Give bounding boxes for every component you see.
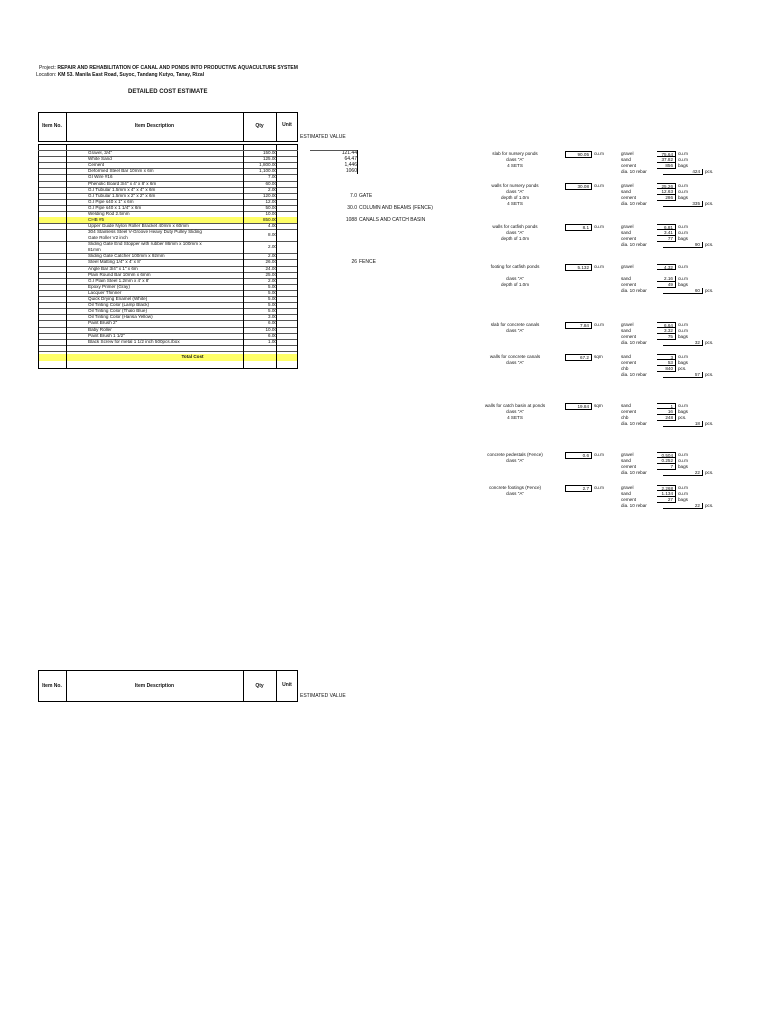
calc-volume: 19.84: [565, 403, 592, 410]
material-name: sand: [621, 403, 631, 408]
location-line: [36, 72, 204, 78]
material-unit: bags: [678, 163, 688, 168]
estimated-value: 30.0: [347, 204, 357, 211]
calc-volume: 7.84: [565, 322, 592, 329]
calc-unit: cu.m: [594, 485, 604, 490]
project-line: [39, 65, 298, 71]
calc-line: class "A": [505, 157, 525, 162]
material-qty: 1.134: [657, 491, 676, 497]
material-qty: 12.63: [657, 189, 676, 195]
material-qty: 90: [663, 242, 703, 248]
item-qty: 5.00: [268, 289, 277, 295]
material-unit: bags: [678, 282, 688, 287]
item-description: Upper Guide Nylon Roller Bracket 40mm x 60mm: [88, 223, 189, 229]
item-qty: 5.00: [268, 283, 277, 289]
material-qty: 32: [663, 340, 703, 346]
item-qty: 150.00: [262, 150, 277, 155]
material-qty: 840: [657, 366, 676, 372]
col-description: Item Description: [134, 123, 175, 129]
material-qty: 4.32: [657, 264, 676, 270]
row-divider: [38, 150, 298, 151]
item-description: CHB #5: [88, 217, 105, 223]
material-name: sand: [621, 230, 631, 235]
calc-line: walls for concrete canals: [489, 354, 541, 359]
material-unit: cu.m: [678, 157, 688, 162]
material-name: dia. 10 rebar: [621, 372, 647, 377]
material-name: cement: [621, 195, 637, 200]
material-name: cement: [621, 464, 637, 469]
estimated-value: 64.47: [344, 156, 357, 163]
item-qty: 25.00: [265, 271, 277, 277]
material-qty: 0.504: [657, 452, 676, 458]
estimated-value-label: ESTIMATED VALUE: [300, 693, 346, 699]
material-unit: pcs.: [705, 242, 714, 247]
item-description-cont: 81mm: [88, 247, 101, 253]
material-qty: 18: [663, 421, 703, 427]
item-description: G.I Pipe s40 x 1" x 6m: [88, 198, 134, 204]
material-name: gravel: [621, 452, 634, 457]
material-name: gravel: [621, 322, 634, 327]
item-qty: 125.00: [262, 156, 277, 162]
material-unit: cu.m: [678, 458, 688, 463]
item-description: White Sand: [88, 156, 112, 162]
material-unit: pcs.: [678, 415, 687, 420]
calc-line: class "A": [505, 276, 525, 281]
item-qty: 4.00: [268, 223, 277, 229]
calc-volume: 2.7: [565, 485, 592, 492]
calc-line: class "A": [505, 360, 525, 365]
material-qty: 77: [657, 236, 676, 242]
col-qty: Qty: [255, 123, 264, 129]
item-description: Phenolic Board 3/4" x 4' x 8' x 6m: [88, 180, 157, 186]
material-unit: pcs.: [705, 470, 714, 475]
material-unit: cu.m: [678, 354, 688, 359]
item-description: Black Screw for metal 1 1/2 inch 500pcs./box: [88, 338, 180, 344]
item-description: Sliding Gate Catcher 100mm x 92mm: [88, 253, 165, 259]
material-name: sand: [621, 354, 631, 359]
calc-line: walls for catfish ponds: [492, 224, 538, 229]
item-description: Gravel, 3/4": [88, 150, 113, 155]
calc-volume: 67.2: [565, 354, 592, 361]
estimated-value: 121.44: [341, 150, 357, 156]
material-name: gravel: [621, 183, 634, 188]
column-divider: [66, 144, 67, 369]
item-qty: 1.00: [268, 338, 277, 344]
material-qty: 424: [663, 169, 703, 175]
material-name: sand: [621, 276, 631, 281]
material-qty: 1: [657, 403, 676, 409]
item-qty: 2.00: [268, 186, 277, 192]
item-qty: 6.00: [268, 320, 277, 326]
material-name: gravel: [621, 485, 634, 490]
material-qty: 335: [663, 201, 703, 207]
total-label: Total Cost: [181, 353, 204, 359]
item-qty: 10.00: [265, 211, 277, 216]
material-qty: 2.268: [657, 485, 676, 491]
item-qty: 26.00: [265, 259, 277, 265]
calc-line: 4 SETS: [507, 415, 523, 420]
item-qty: 6.00: [268, 332, 277, 338]
item-qty: 2.00: [268, 277, 277, 283]
col-unit: Unit: [282, 682, 292, 688]
material-name: dia. 10 rebar: [621, 421, 647, 426]
material-qty: 6.64: [657, 322, 676, 328]
material-name: dia. 10 rebar: [621, 201, 647, 206]
material-name: cement: [621, 409, 637, 414]
item-description: Paint Brush 1 1/2": [88, 332, 125, 338]
material-qty: 856: [657, 163, 676, 169]
calc-line: class "A": [505, 409, 525, 414]
item-description: GI Wire #16: [88, 174, 113, 180]
material-qty: 7: [657, 464, 676, 470]
item-qty: 7.00: [268, 174, 277, 180]
estimated-value: 1060: [345, 168, 357, 175]
item-qty: 10.00: [265, 326, 277, 332]
calc-unit: cu.m: [594, 264, 604, 269]
calc-line: 4 SETS: [507, 163, 523, 168]
item-description: Epoxy Primer (Gray): [88, 283, 130, 289]
page-title: DETAILED COST ESTIMATE: [128, 89, 208, 95]
material-unit: pcs.: [705, 372, 714, 377]
item-qty: 5.00: [268, 296, 277, 301]
material-qty: 57: [663, 372, 703, 378]
estimated-value-note: FENCE: [359, 259, 376, 266]
calc-volume: 8.1: [565, 224, 592, 231]
material-name: dia. 10 rebar: [621, 288, 647, 293]
material-name: gravel: [621, 224, 634, 229]
material-unit: bags: [678, 334, 688, 339]
material-qty: 27: [657, 497, 676, 503]
project-label: Project:: [39, 65, 56, 71]
item-description: Oil Tinting Color (Hansa Yellow): [88, 314, 153, 320]
material-name: cement: [621, 360, 637, 365]
material-unit: cu.m: [678, 491, 688, 496]
calc-line: depth of 1.0m: [500, 236, 530, 241]
calc-line: class "A": [505, 328, 525, 333]
item-description: G.I Pipe s40 x 1 1/4" x 6m: [88, 204, 142, 210]
calc-unit: cu.m: [594, 183, 604, 188]
column-divider: [276, 144, 277, 369]
calc-line: class "A": [505, 189, 525, 194]
material-unit: bags: [678, 360, 688, 365]
item-description: Steel Matting 1/4" x 4' x 8': [88, 259, 141, 265]
material-qty: 3: [657, 354, 676, 360]
item-qty: 2.00: [268, 253, 277, 259]
estimated-value: 1,446: [344, 162, 357, 169]
location-label: Location:: [36, 72, 57, 78]
material-name: gravel: [621, 264, 634, 269]
material-name: dia. 10 rebar: [621, 470, 647, 475]
estimated-value-note: GATE: [359, 192, 373, 199]
item-qty: 3.00: [268, 314, 277, 320]
material-qty: 49: [657, 282, 676, 288]
material-unit: bags: [678, 497, 688, 502]
item-description: Oil Tinting Color (Thalo Blue): [88, 308, 147, 314]
col-description: Item Description: [134, 683, 175, 689]
material-qty: 248: [657, 415, 676, 421]
material-unit: cu.m: [678, 403, 688, 408]
material-unit: cu.m: [678, 183, 688, 188]
material-unit: pcs.: [705, 421, 714, 426]
material-qty: 3.32: [657, 328, 676, 334]
item-qty: 8.00: [268, 232, 277, 238]
calc-unit: cu.m: [594, 224, 604, 229]
item-description: Deformed Steel Bar 10mm x 6m: [88, 168, 154, 174]
material-unit: bags: [678, 195, 688, 200]
item-description: Quick Drying Enamel (White): [88, 296, 148, 301]
material-name: sand: [621, 328, 631, 333]
material-name: sand: [621, 157, 631, 162]
estimated-value-label: ESTIMATED VALUE: [300, 134, 346, 140]
material-qty: 37.82: [657, 157, 676, 163]
calc-line: class "A": [505, 230, 525, 235]
material-unit: bags: [678, 464, 688, 469]
col-unit: Unit: [282, 122, 292, 128]
calc-volume: 5.132: [565, 264, 592, 271]
calc-line: depth of 1.0m: [500, 195, 530, 200]
col-qty: Qty: [255, 683, 264, 689]
calc-line: slab for nursery ponds: [492, 151, 538, 156]
item-description-cont: Gate Roller V2 inch: [88, 235, 128, 241]
item-qty: 5.00: [268, 308, 277, 314]
value-border: [310, 150, 357, 151]
material-name: cement: [621, 282, 637, 287]
material-unit: pcs.: [705, 288, 714, 293]
material-qty: 22: [663, 470, 703, 476]
material-name: sand: [621, 189, 631, 194]
material-qty: 6.81: [657, 224, 676, 230]
material-name: cement: [621, 497, 637, 502]
calc-line: walls for catch basin at ponds: [484, 403, 546, 408]
item-description: Plain Round Bar 10mm x 6mm: [88, 271, 151, 277]
item-qty: 60.00: [265, 180, 277, 186]
item-description: G.I Tubular 1.5mm x 2" x 2" x 6m: [88, 192, 156, 198]
item-description: Oil Tinting Color (Lamp Black): [88, 302, 150, 308]
material-name: dia. 10 rebar: [621, 169, 647, 174]
calc-volume: 0.6: [565, 452, 592, 459]
material-unit: cu.m: [678, 230, 688, 235]
material-unit: cu.m: [678, 151, 688, 156]
calc-line: concrete footings (Fence): [488, 485, 542, 490]
material-name: chb: [621, 415, 629, 420]
material-unit: cu.m: [678, 264, 688, 269]
item-description: Paint Brush 2": [88, 320, 118, 326]
item-qty: 1,100.00: [259, 168, 277, 174]
item-qty: 120.00: [262, 192, 277, 198]
item-qty: 2.00: [268, 244, 277, 250]
calc-unit: cu.m: [594, 322, 604, 327]
material-unit: bags: [678, 409, 688, 414]
estimated-value: 26: [351, 259, 357, 266]
material-name: cement: [621, 163, 637, 168]
material-unit: bags: [678, 236, 688, 241]
col-item-no: Item No.: [42, 123, 62, 129]
item-qty: 850.00: [262, 217, 277, 223]
calc-line: walls for nursery ponds: [491, 183, 539, 188]
material-qty: 3.41: [657, 230, 676, 236]
calc-line: 4 SETS: [507, 201, 523, 206]
material-name: sand: [621, 458, 631, 463]
project-value: REPAIR AND REHABILITATION OF CANAL AND PONDS INTO PRODUCTIVE AQUACULTURE SYSTEM: [57, 65, 298, 71]
material-unit: cu.m: [678, 322, 688, 327]
column-divider: [243, 144, 244, 369]
material-name: cement: [621, 334, 637, 339]
calc-unit: sqm: [594, 354, 603, 359]
material-unit: cu.m: [678, 189, 688, 194]
material-unit: cu.m: [678, 224, 688, 229]
material-unit: cu.m: [678, 328, 688, 333]
material-unit: pcs.: [678, 366, 687, 371]
calc-line: class "A": [505, 458, 525, 463]
material-qty: 53: [657, 360, 676, 366]
calc-volume: 90.05: [565, 151, 592, 158]
item-description: Angle Bar 3/4" x 1" x 6m: [88, 265, 138, 271]
item-description: Baby Roller: [88, 326, 112, 332]
calc-line: footing for catfish ponds: [490, 264, 540, 269]
calc-line: depth of 1.0m: [500, 282, 530, 287]
material-qty: 60: [663, 288, 703, 294]
calc-volume: 30.08: [565, 183, 592, 190]
estimated-value: 7.0: [350, 192, 357, 199]
item-qty: 50.00: [265, 204, 277, 210]
material-unit: pcs.: [705, 169, 714, 174]
item-description: G.I Plain Steel 1.2mm x 4' x 8': [88, 277, 150, 283]
material-name: gravel: [621, 151, 634, 156]
item-qty: 24.00: [265, 265, 277, 271]
material-name: sand: [621, 491, 631, 496]
material-name: dia. 10 rebar: [621, 503, 647, 508]
material-qty: 25.26: [657, 183, 676, 189]
calc-unit: cu.m: [594, 151, 604, 156]
material-qty: 2.16: [657, 276, 676, 282]
material-name: chb: [621, 366, 629, 371]
material-unit: cu.m: [678, 452, 688, 457]
item-qty: 12.00: [265, 198, 277, 204]
estimated-value: 1088: [345, 217, 357, 224]
material-qty: 286: [657, 195, 676, 201]
item-description: G.I Tubular 1.5mm x 4" x 4" x 6m: [88, 186, 156, 192]
calc-unit: cu.m: [594, 452, 604, 457]
material-unit: pcs.: [705, 340, 714, 345]
item-description: 304 Stainless Steel V-Groove Heavy Duty Pulley Sliding: [88, 229, 202, 235]
material-unit: cu.m: [678, 485, 688, 490]
material-qty: 0.252: [657, 458, 676, 464]
item-qty: 5.00: [268, 302, 277, 308]
material-qty: 22: [663, 503, 703, 509]
item-description: Cement: [88, 162, 105, 168]
calc-line: concrete pedestals (Fence): [487, 452, 543, 457]
item-description: Sliding Gate End Stopper with rubber 86mm x 100mm x: [88, 241, 202, 247]
item-description: Lacquer Thinner: [88, 289, 122, 295]
estimated-value-note: CANALS AND CATCH BASIN: [359, 217, 426, 224]
estimated-value-note: COLUMN AND BEAMS (FENCE): [359, 204, 433, 211]
table-body-box: [38, 144, 298, 369]
calc-line: class "A": [505, 491, 525, 496]
col-item-no: Item No.: [42, 683, 62, 689]
item-qty: 1,800.00: [259, 162, 277, 168]
item-description: Welding Rod 2.5mm: [88, 211, 130, 216]
material-name: dia. 10 rebar: [621, 340, 647, 345]
material-unit: pcs.: [705, 201, 714, 206]
material-unit: cu.m: [678, 276, 688, 281]
value-border: [357, 150, 358, 174]
material-name: dia. 10 rebar: [621, 242, 647, 247]
location-value: KM 53. Manila East Road, Suyoc, Tandang Kutyo, Tanay, Rizal: [57, 72, 205, 78]
material-qty: 16: [657, 409, 676, 415]
material-qty: 75.64: [657, 151, 676, 157]
calc-unit: sqm: [594, 403, 603, 408]
calc-line: slab for concrete canals: [490, 322, 540, 327]
material-qty: 75: [657, 334, 676, 340]
material-unit: pcs.: [705, 503, 714, 508]
material-name: cement: [621, 236, 637, 241]
